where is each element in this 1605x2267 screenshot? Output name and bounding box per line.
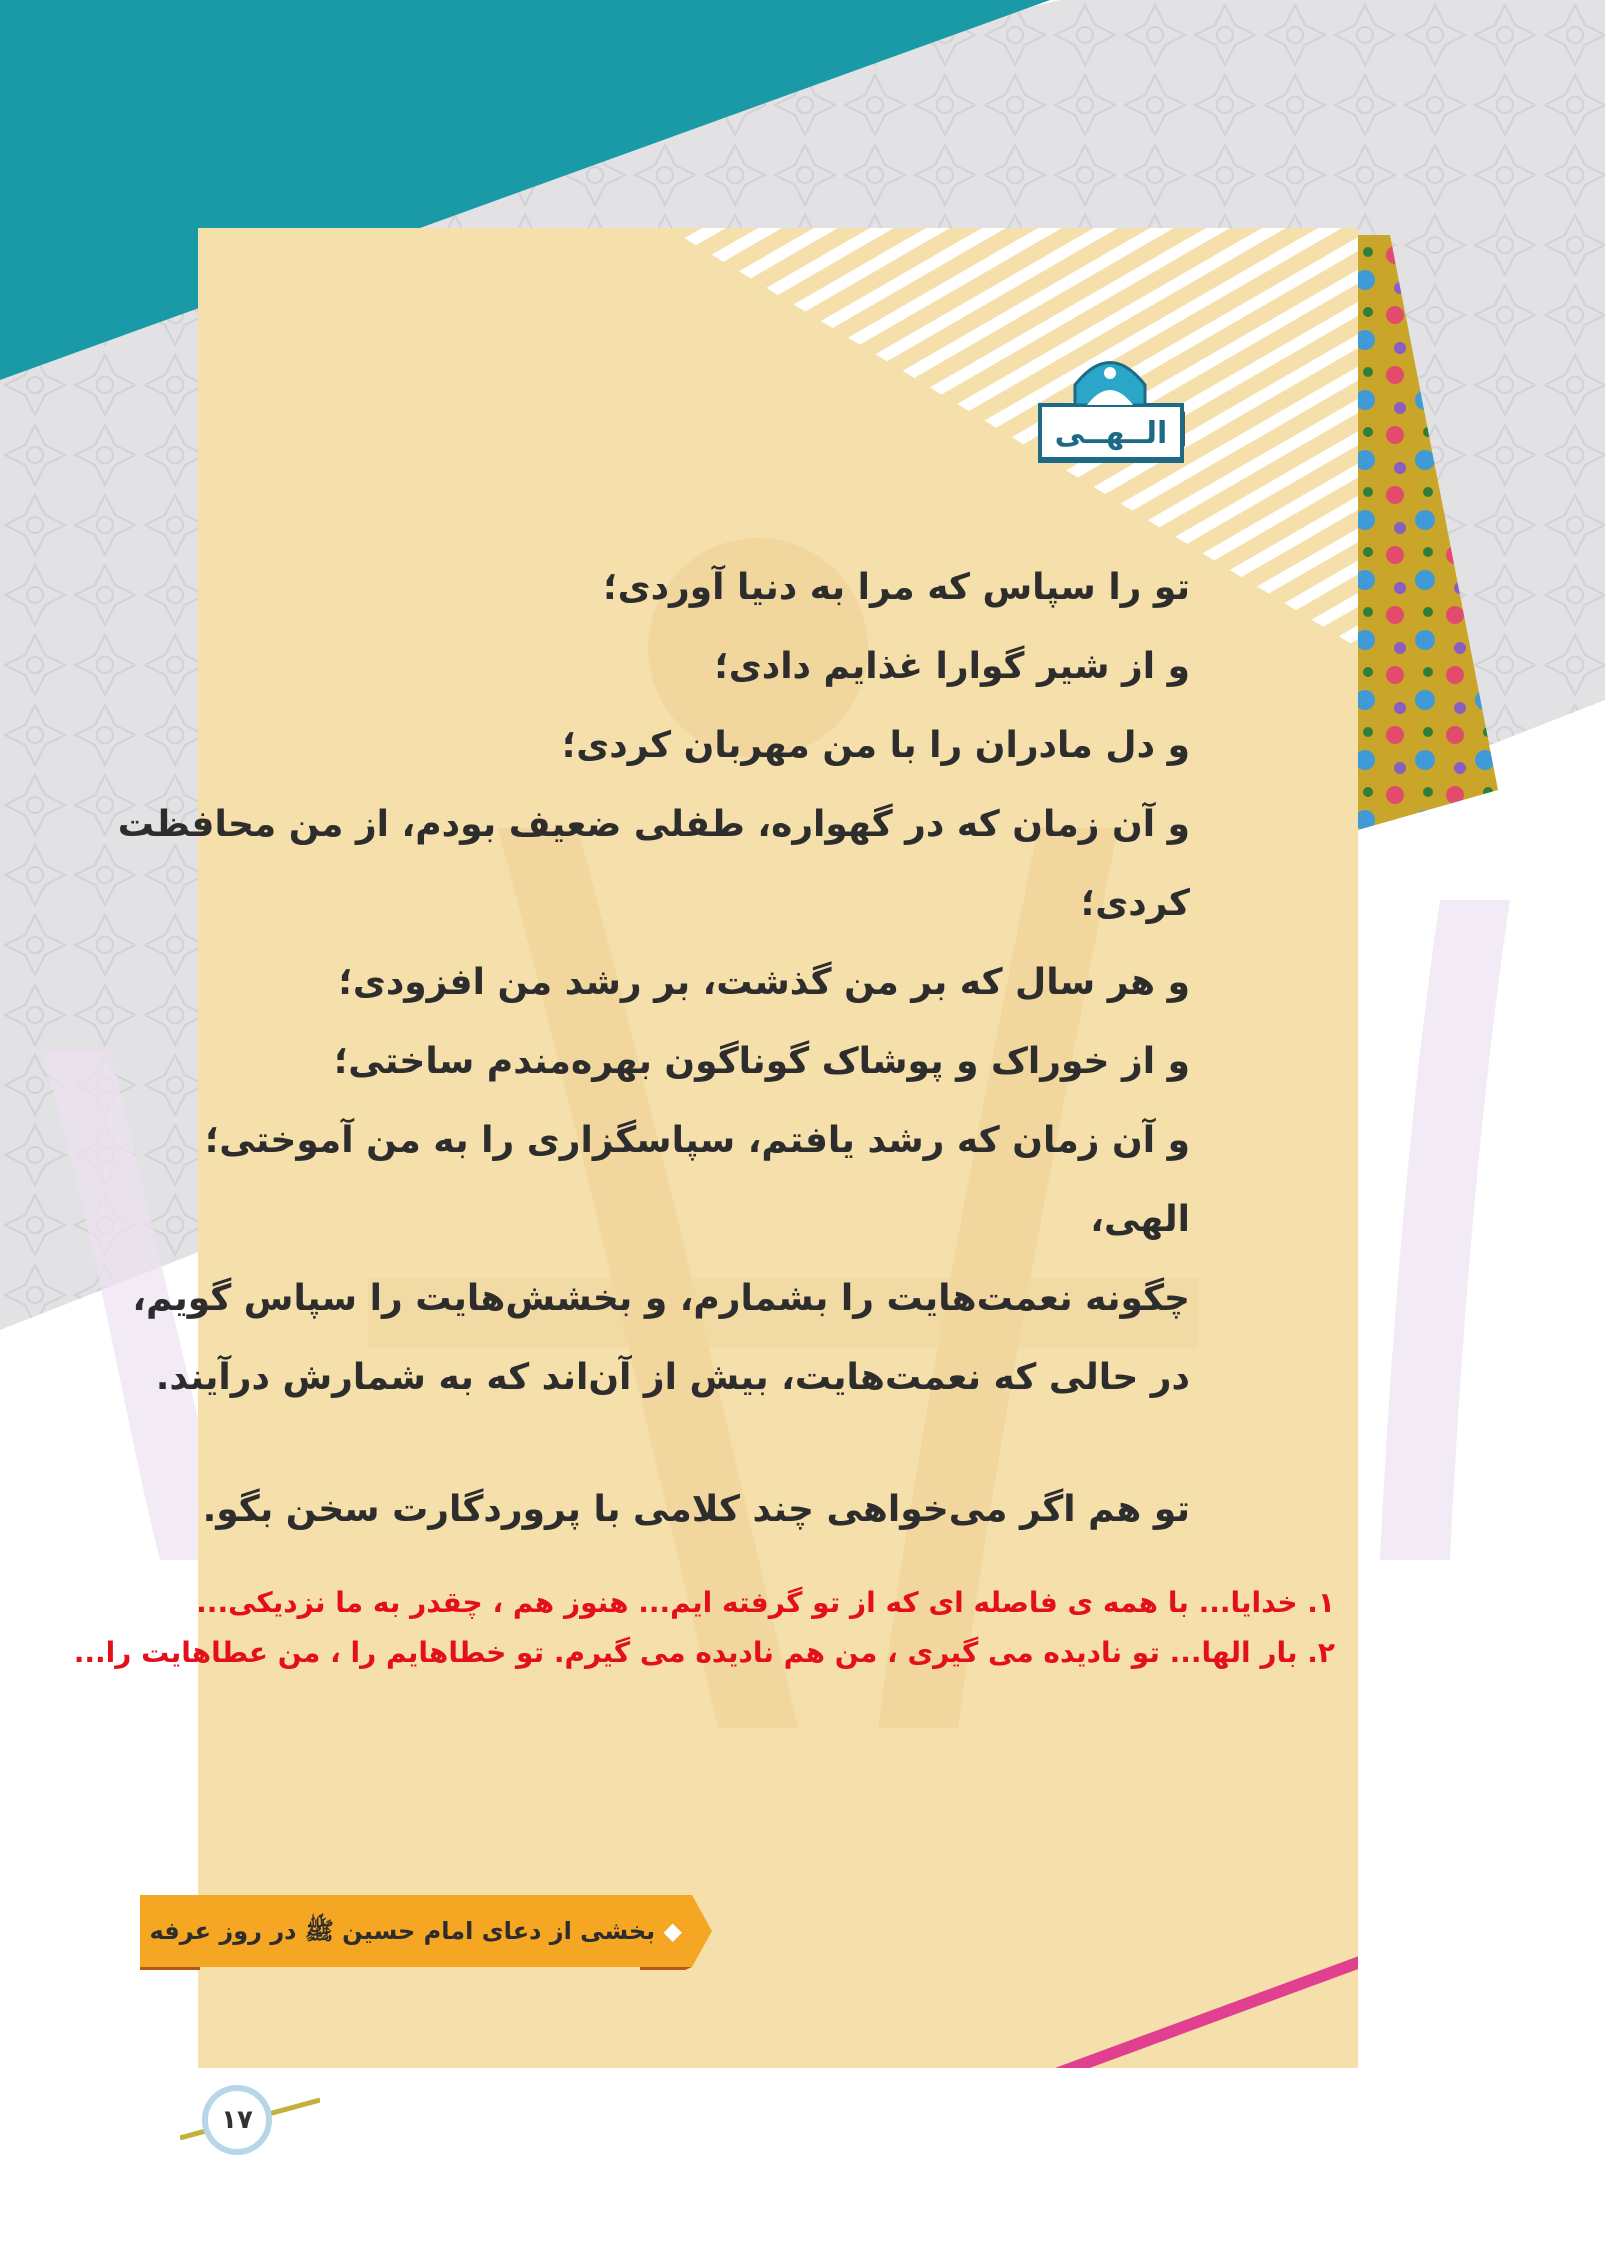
prayer-poem	[117, 548, 1190, 1417]
activity-prompt: تو هم اگر می‌خواهی چند کلامی با پروردگارت سخن بگو.	[202, 1489, 1190, 1530]
poem-line: چگونه نعمت‌هایت را بشمارم، و بخشش‌هایت را سپاس گویم،	[132, 1278, 1190, 1319]
poem-line: و آن زمان که رشد یافتم، سپاسگزاری را به من آموختی؛	[204, 1120, 1190, 1161]
poem-line: تو را سپاس که مرا به دنیا آوردی؛	[603, 567, 1190, 608]
poem-line: و از خوراک و پوشاک گوناگون بهره‌مندم ساختی؛	[333, 1041, 1190, 1082]
poem-line: در حالی که نعمت‌هایت، بیش از آن‌اند که به شمارش درآیند.	[155, 1357, 1190, 1398]
poem-line: کردی؛	[1080, 883, 1190, 924]
source-caption	[150, 1895, 682, 1967]
source-text: بخشی از دعای امام حسین ﷺ در روز عرفه	[149, 1917, 656, 1945]
poem-line: و هر سال که بر من گذشت، بر رشد من افزودی؛	[338, 962, 1190, 1003]
answer-line: ۲. بار الها... تو نادیده می گیری ، من هم نادیده می گیرم. تو خطاهایم را ، من عطاهایت را...	[73, 1636, 1335, 1669]
poem-line: و از شیر گوارا غذایم دادی؛	[714, 646, 1190, 687]
section-title: الــهــی	[1054, 415, 1168, 451]
poem-line: و آن زمان که در گهواره، طفلی ضعیف بودم، از من محافظت	[117, 804, 1190, 845]
page-number: ۱۷	[221, 2105, 253, 2135]
poem-line: الهی،	[1090, 1199, 1190, 1240]
diamond-icon: ◆	[663, 1917, 682, 1945]
poem-line: و دل مادران را با من مهربان کردی؛	[561, 725, 1190, 766]
answer-line: ۱. خدایا... با همه ی فاصله ای که از تو گرفته ایم... هنوز هم ، چقدر به ما نزدیکی...	[196, 1586, 1335, 1619]
student-answers	[73, 1578, 1335, 1678]
